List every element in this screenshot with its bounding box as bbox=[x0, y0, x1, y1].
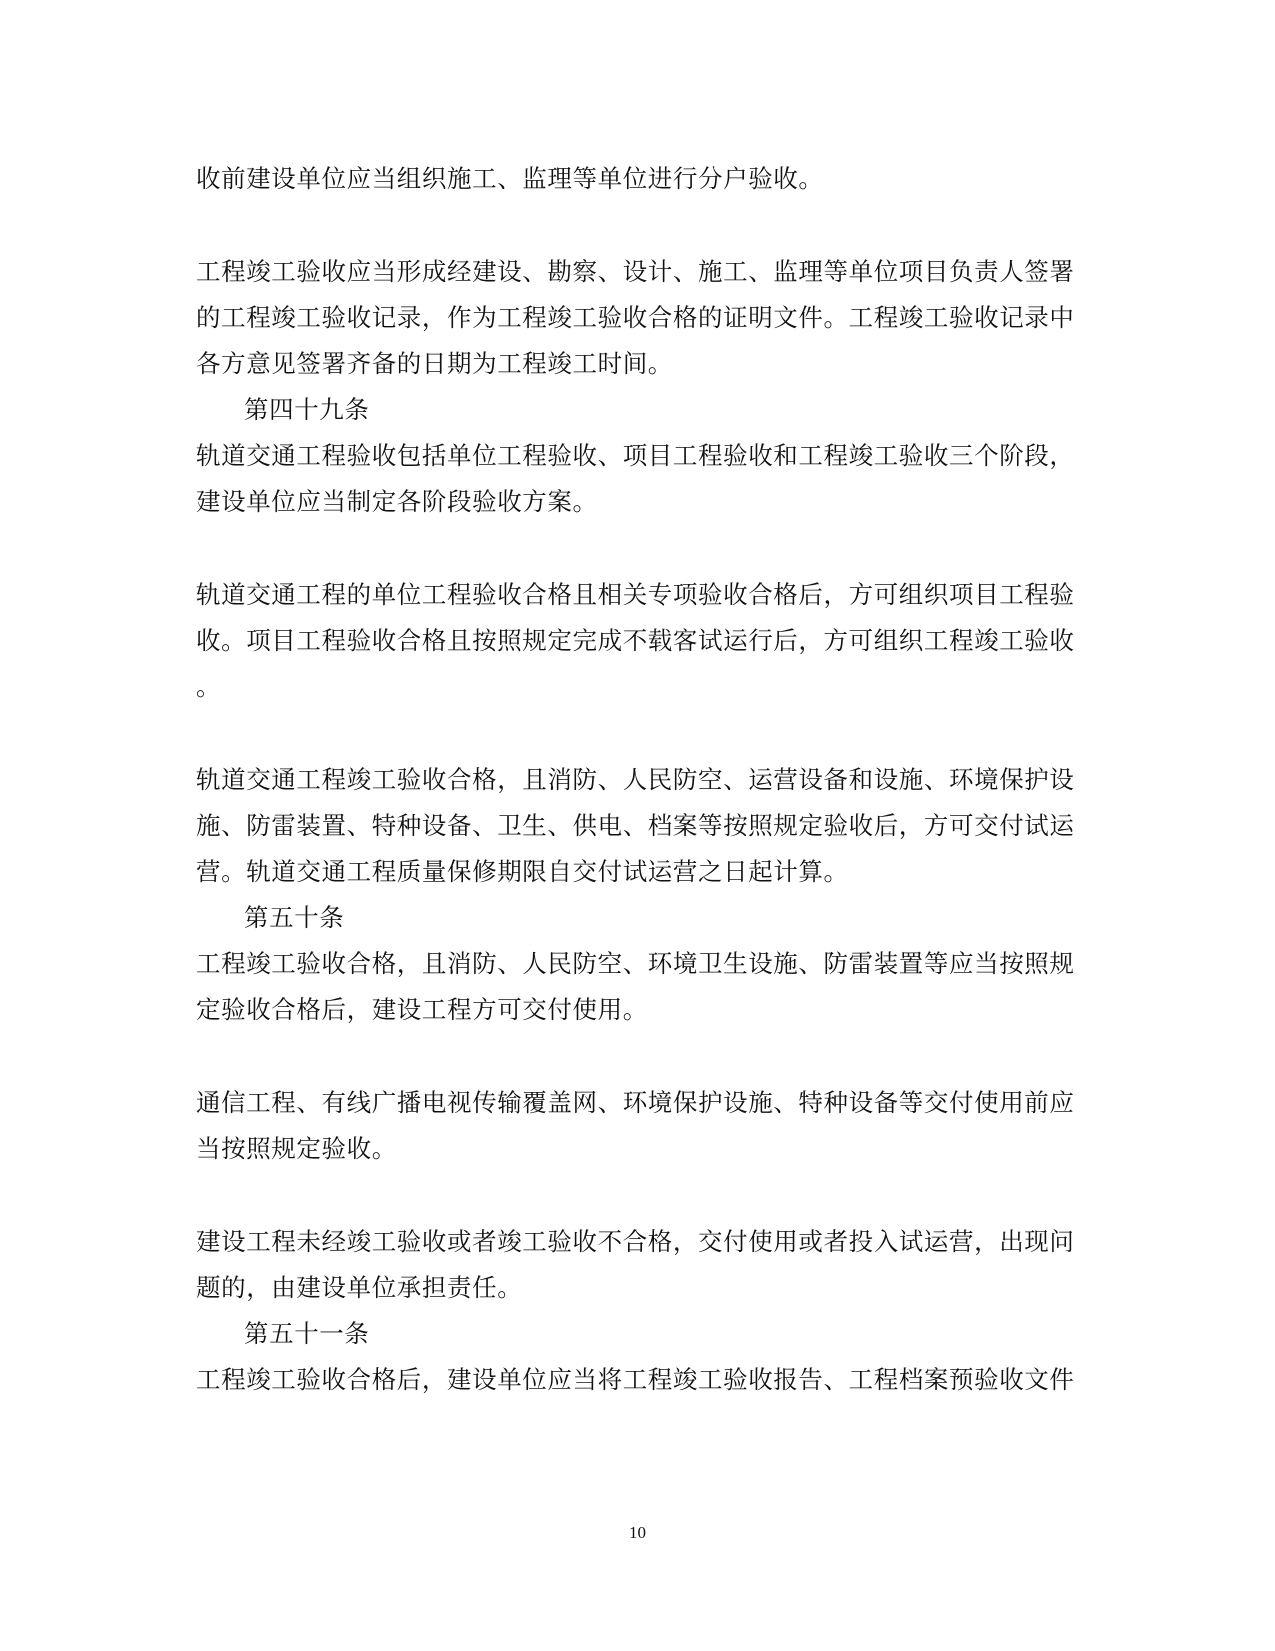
paragraph-line: 定验收合格后，建设工程方可交付使用。 bbox=[196, 995, 648, 1024]
paragraph-line: 工程竣工验收合格后，建设单位应当将工程竣工验收报告、工程档案预验收文件 bbox=[196, 1365, 1075, 1394]
paragraph-line: 收前建设单位应当组织施工、监理等单位进行分户验收。 bbox=[196, 164, 824, 193]
article-heading: 第四十九条 bbox=[244, 395, 370, 424]
paragraph-line: 轨道交通工程竣工验收合格，且消防、人民防空、运营设备和设施、环境保护设 bbox=[196, 765, 1075, 794]
paragraph-line: 轨道交通工程验收包括单位工程验收、项目工程验收和工程竣工验收三个阶段， bbox=[196, 441, 1075, 470]
page-number: 10 bbox=[629, 1523, 646, 1542]
paragraph-line: 各方意见签署齐备的日期为工程竣工时间。 bbox=[196, 349, 673, 378]
paragraph-line: 当按照规定验收。 bbox=[196, 1134, 397, 1163]
paragraph-line: 的工程竣工验收记录，作为工程竣工验收合格的证明文件。工程竣工验收记录中 bbox=[196, 303, 1075, 332]
paragraph-line: 题的，由建设单位承担责任。 bbox=[196, 1273, 523, 1302]
paragraph-line: 收。项目工程验收合格且按照规定完成不载客试运行后，方可组织工程竣工验收 bbox=[196, 626, 1075, 655]
paragraph-line: 建设单位应当制定各阶段验收方案。 bbox=[196, 487, 598, 516]
paragraph-line: 营。轨道交通工程质量保修期限自交付试运营之日起计算。 bbox=[196, 857, 849, 886]
paragraph-line: 工程竣工验收应当形成经建设、勘察、设计、施工、监理等单位项目负责人签署 bbox=[196, 257, 1075, 286]
paragraph-line: 轨道交通工程的单位工程验收合格且相关专项验收合格后，方可组织项目工程验 bbox=[196, 580, 1075, 609]
paragraph-line: 通信工程、有线广播电视传输覆盖网、环境保护设施、特种设备等交付使用前应 bbox=[196, 1088, 1075, 1117]
paragraph-line: 施、防雷装置、特种设备、卫生、供电、档案等按照规定验收后，方可交付试运 bbox=[196, 811, 1075, 840]
article-heading: 第五十一条 bbox=[244, 1319, 370, 1348]
paragraph-line: 工程竣工验收合格，且消防、人民防空、环境卫生设施、防雷装置等应当按照规 bbox=[196, 949, 1075, 978]
paragraph-line: 。 bbox=[196, 672, 222, 701]
article-heading: 第五十条 bbox=[244, 903, 345, 932]
paragraph-line: 建设工程未经竣工验收或者竣工验收不合格，交付使用或者投入试运营，出现问 bbox=[196, 1227, 1075, 1256]
